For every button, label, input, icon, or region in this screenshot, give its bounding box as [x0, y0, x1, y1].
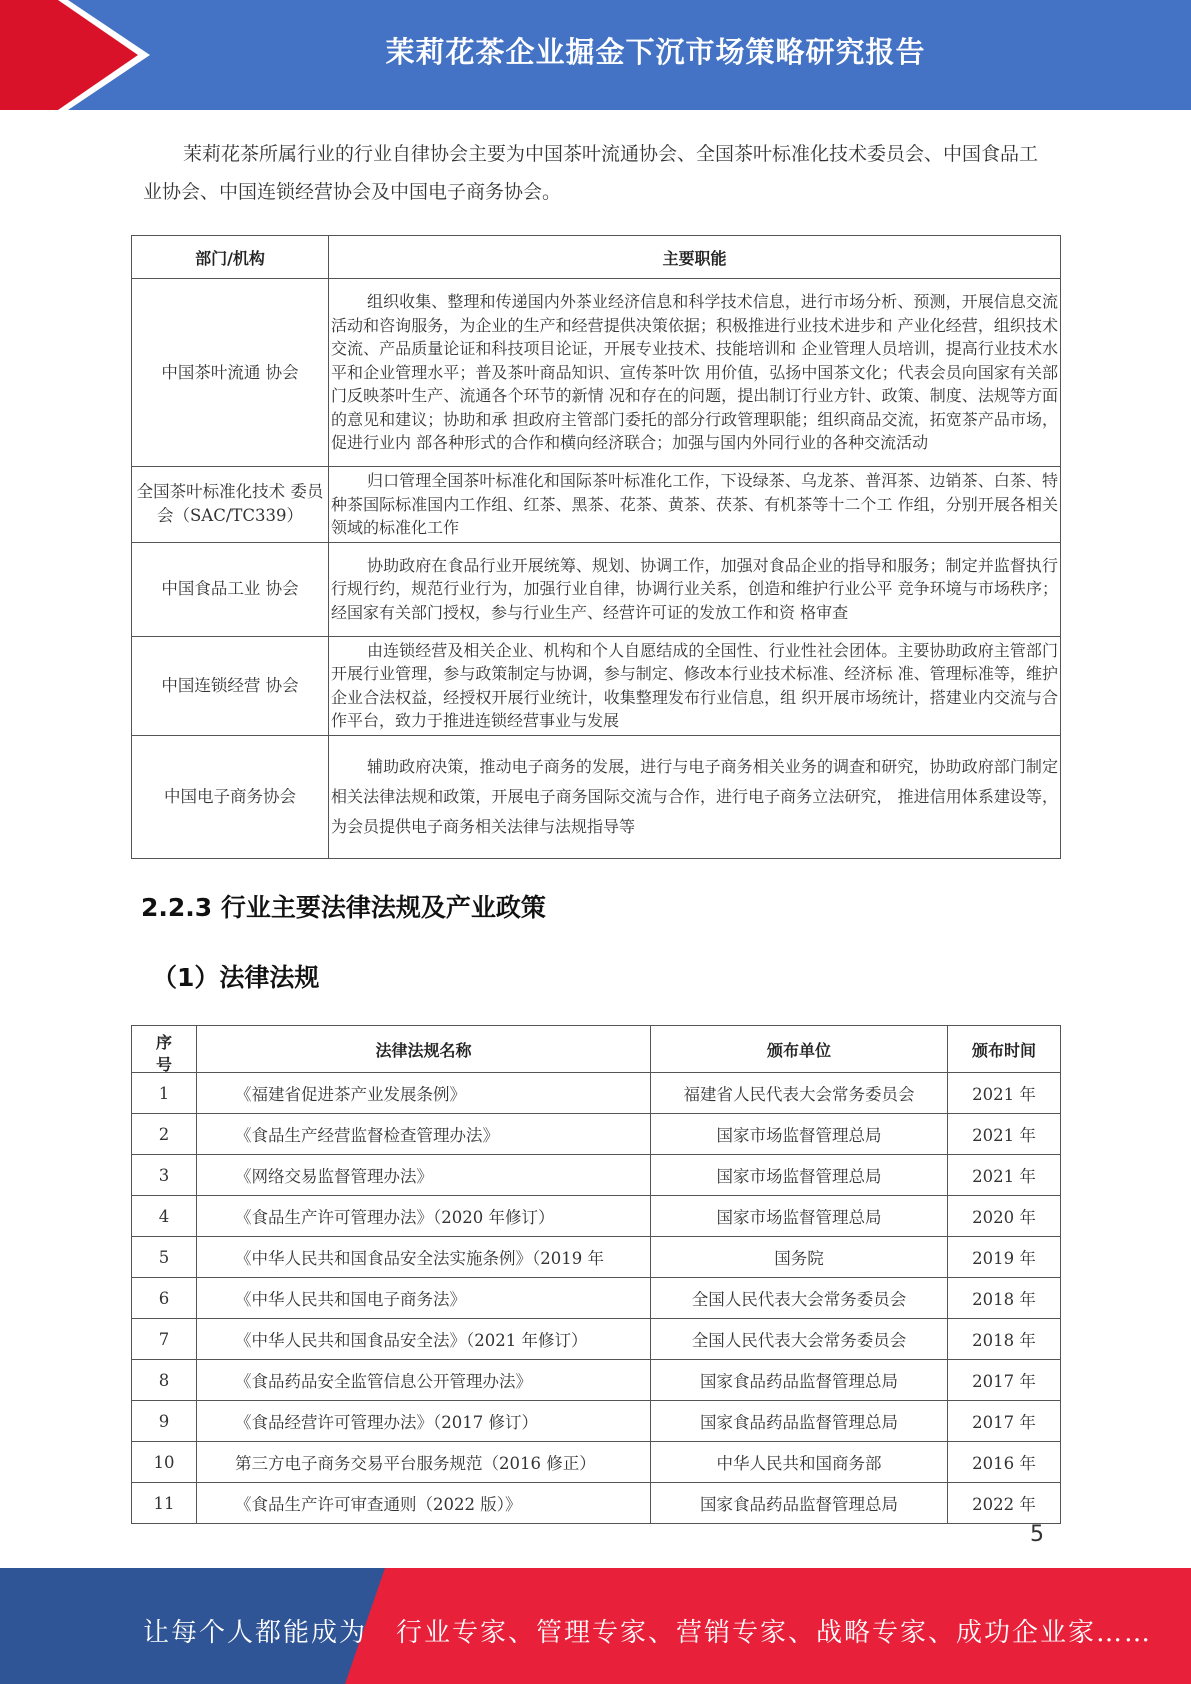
year-cell: 2021 年 [948, 1155, 1061, 1196]
no-cell: 8 [132, 1360, 197, 1401]
footer-slogan-right: 行业专家、管理专家、营销专家、战略专家、成功企业家…… [396, 1618, 1153, 1648]
duty-cell: 辅助政府决策，推动电子商务的发展，进行与电子商务相关业务的调查和研究，协助政府部门制定相关法律法规和政策，开展电子商务国际交流与合作，进行电子商务立法研究， 推进信用体系建设等，为会员提供电子商务相关法律与法规指导等 [329, 735, 1061, 858]
no-cell: 4 [132, 1196, 197, 1237]
column-header: 颁布单位 [651, 1026, 948, 1073]
duty-cell: 归口管理全国茶叶标准化和国际茶叶标准化工作，下设绿茶、乌龙茶、普洱茶、边销茶、白茶、特种茶国际标准国内工作组、红茶、黑茶、花茶、黄茶、茯茶、有机茶等十二个工 作组，分别开展各相关领域的标准化工作 [329, 467, 1061, 543]
issuer-cell: 全国人民代表大会常务委员会 [651, 1319, 948, 1360]
table-row [132, 1196, 1061, 1237]
issuer-cell: 国家市场监督管理总局 [651, 1114, 948, 1155]
issuer-cell: 国家食品药品监督管理总局 [651, 1401, 948, 1442]
law-name-cell: 《食品生产许可审查通则（2022 版）》 [197, 1483, 651, 1524]
table-header-row [132, 1026, 1061, 1073]
law-name-cell: 第三方电子商务交易平台服务规范（2016 修正） [197, 1442, 651, 1483]
table-row [132, 636, 1061, 735]
table-header-row [132, 236, 1061, 279]
table-row [132, 279, 1061, 467]
column-header: 主要职能 [329, 236, 1061, 279]
table-row [132, 1155, 1061, 1196]
year-cell: 2021 年 [948, 1073, 1061, 1114]
law-name-cell: 《食品生产经营监督检查管理办法》 [197, 1114, 651, 1155]
issuer-cell: 全国人民代表大会常务委员会 [651, 1278, 948, 1319]
column-header: 部门/机构 [132, 236, 329, 279]
no-cell: 2 [132, 1114, 197, 1155]
issuer-cell: 国家食品药品监督管理总局 [651, 1360, 948, 1401]
subsection-heading: （1）法律法规 [152, 963, 320, 992]
issuer-cell: 中华人民共和国商务部 [651, 1442, 948, 1483]
no-cell: 3 [132, 1155, 197, 1196]
page-header [0, 0, 1191, 110]
issuer-cell: 国家市场监督管理总局 [651, 1196, 948, 1237]
duty-cell: 组织收集、整理和传递国内外茶业经济信息和科学技术信息，进行市场分析、预测，开展信息交流活动和咨询服务，为企业的生产和经营提供决策依据；积极推进行业技术进步和 产业化经营，组织技术交流、产品质量论证和科技项目论证，开展专业技术、技能培训和 企业管理人员培训，提高行业技术水平和企业管理水平；普及茶叶商品知识、宣传茶叶饮 用价值，弘扬中国茶文化；代表会员向国家有关部门反映茶叶生产、流通各个环节的新情 况和存在的问题，提出制订行业方针、政策、制度、法规等方面的意见和建议；协助和承 担政府主管部门委托的部分行政管理职能；组织商品交流，拓宽茶产品市场，促进行业内 部各种形式的合作和横向经济联合；加强与国内外同行业的各种交流活动 [329, 279, 1061, 467]
table-row [132, 1114, 1061, 1155]
column-header: 序号 [132, 1026, 197, 1073]
table-row [132, 542, 1061, 636]
year-cell: 2019 年 [948, 1237, 1061, 1278]
no-cell: 1 [132, 1073, 197, 1114]
org-cell: 中国电子商务协会 [132, 735, 329, 858]
table-row [132, 1401, 1061, 1442]
no-cell: 5 [132, 1237, 197, 1278]
footer-slogan-left: 让每个人都能成为 [143, 1618, 368, 1648]
year-cell: 2022 年 [948, 1483, 1061, 1524]
law-name-cell: 《食品药品安全监管信息公开管理办法》 [197, 1360, 651, 1401]
year-cell: 2020 年 [948, 1196, 1061, 1237]
year-cell: 2018 年 [948, 1278, 1061, 1319]
law-name-cell: 《福建省促进茶产业发展条例》 [197, 1073, 651, 1114]
duty-cell: 由连锁经营及相关企业、机构和个人自愿结成的全国性、行业性社会团体。主要协助政府主管部门开展行业管理，参与政策制定与协调，参与制定、修改本行业技术标准、经济标 准、管理标准等，维护企业合法权益，经授权开展行业统计，收集整理发布行业信息，组 织开展市场统计，搭建业内交流与合作平台，致力于推进连锁经营事业与发展 [329, 636, 1061, 735]
org-cell: 中国茶叶流通 协会 [132, 279, 329, 467]
table-row [132, 1278, 1061, 1319]
law-name-cell: 《食品生产许可管理办法》（2020 年修订） [197, 1196, 651, 1237]
year-cell: 2021 年 [948, 1114, 1061, 1155]
report-title: 茉莉花茶企业掘金下沉市场策略研究报告 [385, 35, 926, 69]
year-cell: 2017 年 [948, 1360, 1061, 1401]
column-header: 颁布时间 [948, 1026, 1061, 1073]
no-cell: 11 [132, 1483, 197, 1524]
org-cell: 中国食品工业 协会 [132, 542, 329, 636]
association-table [131, 235, 1061, 859]
issuer-cell: 国务院 [651, 1237, 948, 1278]
table-row [132, 1319, 1061, 1360]
issuer-cell: 福建省人民代表大会常务委员会 [651, 1073, 948, 1114]
table-row [132, 735, 1061, 858]
table-row [132, 1237, 1061, 1278]
law-name-cell: 《食品经营许可管理办法》（2017 修订） [197, 1401, 651, 1442]
law-name-cell: 《中华人民共和国食品安全法实施条例》（2019 年 [197, 1237, 651, 1278]
year-cell: 2016 年 [948, 1442, 1061, 1483]
law-name-cell: 《网络交易监督管理办法》 [197, 1155, 651, 1196]
no-cell: 7 [132, 1319, 197, 1360]
law-name-cell: 《中华人民共和国电子商务法》 [197, 1278, 651, 1319]
year-cell: 2017 年 [948, 1401, 1061, 1442]
table-row [132, 1483, 1061, 1524]
intro-paragraph: 茉莉花茶所属行业的行业自律协会主要为中国茶叶流通协会、全国茶叶标准化技术委员会、中国食品工业协会、中国连锁经营协会及中国电子商务协会。 [143, 143, 1039, 203]
table-row [132, 467, 1061, 543]
no-cell: 9 [132, 1401, 197, 1442]
column-header: 法律法规名称 [197, 1026, 651, 1073]
section-heading: 2.2.3 行业主要法律法规及产业政策 [141, 893, 546, 922]
table-row [132, 1073, 1061, 1114]
duty-cell: 协助政府在食品行业开展统筹、规划、协调工作，加强对食品企业的指导和服务；制定并监督执行行规行约，规范行业行为，加强行业自律，协调行业关系，创造和维护行业公平 竞争环境与市场秩序；经国家有关部门授权，参与行业生产、经营许可证的发放工作和资 格审查 [329, 542, 1061, 636]
table-row [132, 1442, 1061, 1483]
table-row [132, 1360, 1061, 1401]
org-cell: 全国茶叶标准化技术 委员会（SAC/TC339） [132, 467, 329, 543]
issuer-cell: 国家食品药品监督管理总局 [651, 1483, 948, 1524]
laws-table [131, 1025, 1061, 1524]
no-cell: 6 [132, 1278, 197, 1319]
no-cell: 10 [132, 1442, 197, 1483]
issuer-cell: 国家市场监督管理总局 [651, 1155, 948, 1196]
year-cell: 2018 年 [948, 1319, 1061, 1360]
law-name-cell: 《中华人民共和国食品安全法》（2021 年修订） [197, 1319, 651, 1360]
page-number: 5 [1030, 1522, 1044, 1547]
org-cell: 中国连锁经营 协会 [132, 636, 329, 735]
